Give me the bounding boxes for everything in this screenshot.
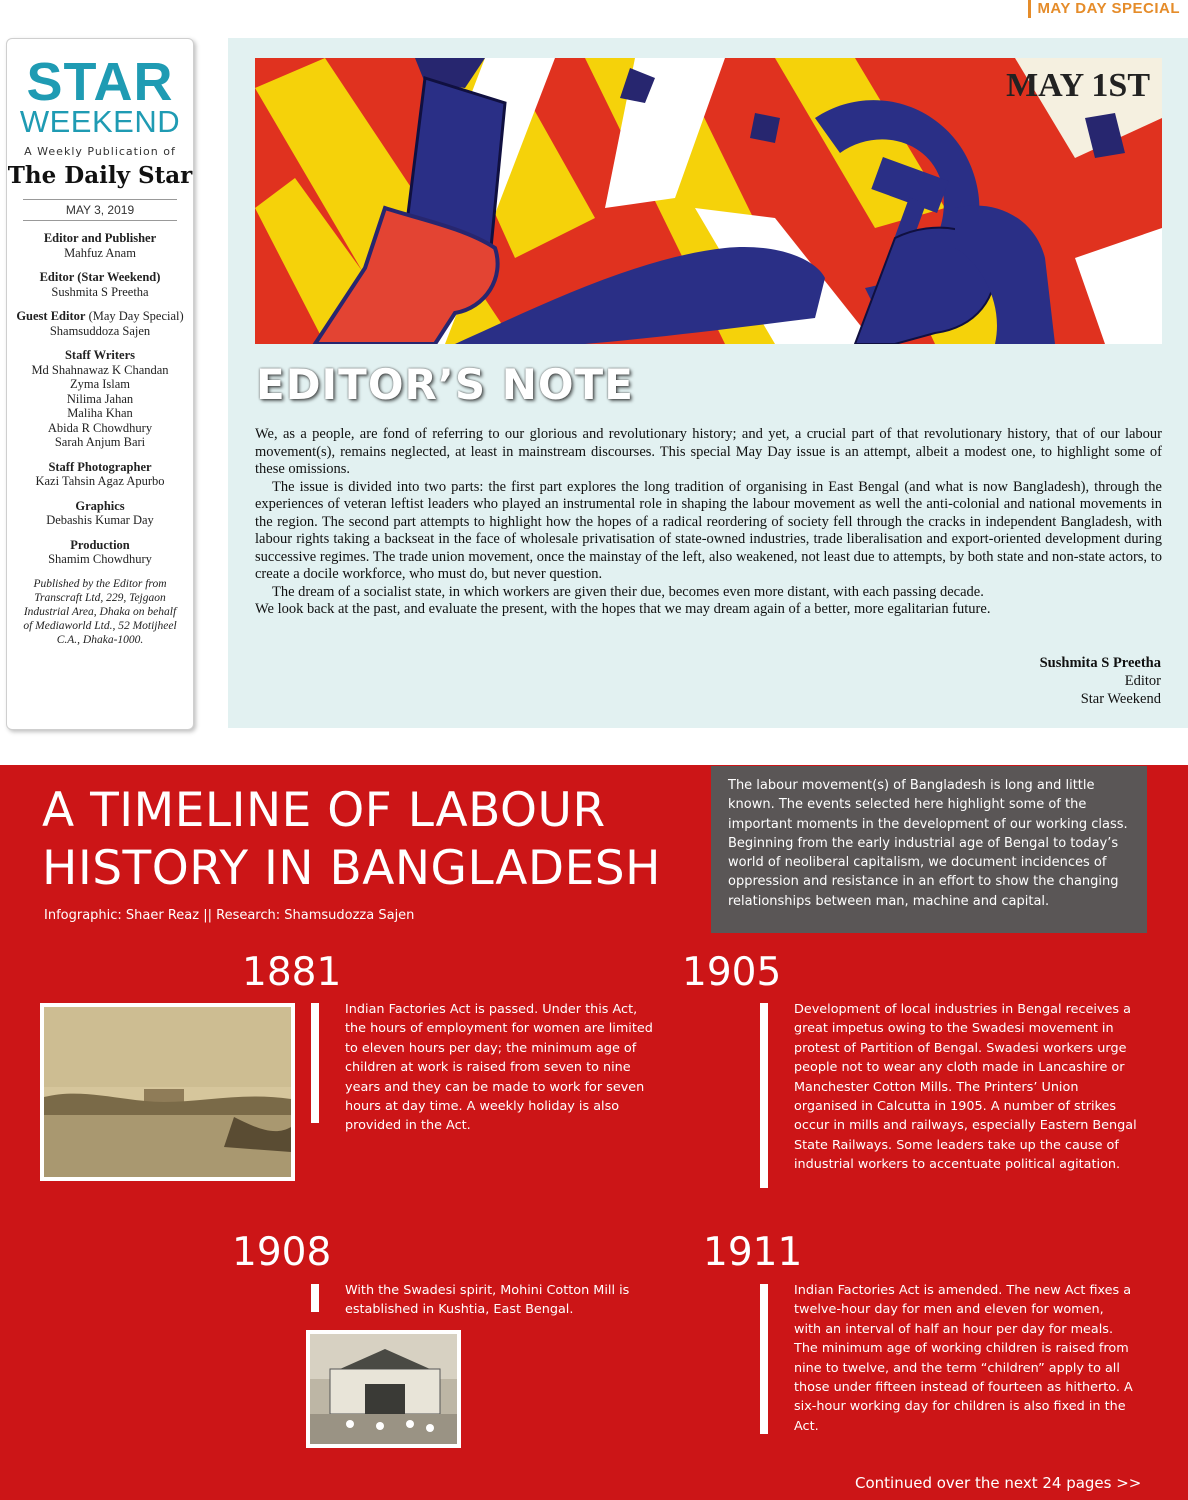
credit-name: Sushmita S Preetha: [51, 284, 149, 299]
timeline-text: Indian Factories Act is amended. The new Act fixes a twelve-hour day for men and eleven for women, with an interval of half an hour per day for meals. The minimum age of working children is raised from nine to twelve, and the term “children” apply to all those under fifteen instead of fourteen as hitherto. A six-hour working day for children is also fixed in the Act.: [794, 1283, 1133, 1434]
timeline-year: 1881: [242, 950, 342, 995]
credit-name: Shamim Chowdhury: [48, 552, 152, 566]
timeline-bar: [760, 1003, 768, 1188]
credit-role: Staff Photographer: [48, 459, 152, 474]
signature-org: Star Weekend: [1080, 691, 1161, 707]
timeline-intro: The labour movement(s) of Bangladesh is long and little known. The events selected here highlight some of the important moments in the development of our working class. Beginning from the early industrial age of Bengal to today’s world of neoliberal capitalism, we document incidences of oppression and resistance in an effort to show the changing relationships between man, machine and capital.: [711, 766, 1147, 933]
editor-paragraph: We look back at the past, and evaluate the present, with the hopes that we may dream again of a better, more egalitarian future.: [255, 601, 991, 617]
credit-block: [7, 348, 193, 450]
timeline-bar: [311, 1284, 319, 1312]
credit-name: Md Shahnawaz K Chandan: [31, 362, 169, 377]
timeline-bar: [311, 1003, 319, 1123]
credit-name: Abida R Chowdhury: [47, 420, 153, 435]
credit-block: [7, 538, 193, 567]
credit-block: [7, 309, 193, 338]
hero-stamp: MAY 1ST: [1006, 67, 1150, 104]
credit-block: [7, 460, 193, 489]
section-tag: MAY DAY SPECIAL: [1028, 0, 1180, 18]
credit-name: Sarah Anjum Bari: [54, 435, 146, 449]
river-photo: [44, 1007, 291, 1177]
brand-star: STAR: [26, 52, 174, 112]
editor-paragraph: The dream of a socialist state, in which workers are given their due, becomes even more distant, with each passing decade.: [272, 583, 984, 600]
editor-signature: [1040, 654, 1161, 708]
editor-note-heading: EDITOR’S NOTE: [256, 360, 634, 409]
masthead: [6, 38, 194, 730]
hammer-sickle-illustration: [255, 58, 1162, 344]
credit-block: [7, 231, 193, 260]
issue-date: MAY 3, 2019: [23, 199, 177, 221]
credit-name: Debashis Kumar Day: [46, 513, 154, 527]
credit-name: Maliha Khan: [67, 406, 133, 420]
timeline-year: 1911: [703, 1230, 803, 1275]
timeline-credit: Infographic: Shaer Reaz || Research: Shamsudozza Sajen: [44, 908, 415, 923]
editor-note-body: [255, 426, 1162, 619]
credits-list: [7, 231, 193, 567]
timeline-title: [42, 782, 661, 898]
photo-1881: [40, 1003, 295, 1181]
credit-role: Guest Editor (May Day Special): [16, 309, 184, 323]
credit-block: [7, 499, 193, 528]
credit-name: Nilima Jahan: [66, 391, 134, 406]
hero-illustration: [255, 58, 1162, 344]
timeline-text: Indian Factories Act is passed. Under this Act, the hours of employment for women are limited to eleven hours per day; the minimum age of children at work is raised from seven to nine years and they can be made to work for seven hours at day time. A weekly holiday is also provided in the Act.: [345, 1002, 653, 1134]
timeline-text: With the Swadesi spirit, Mohini Cotton Mill is established in Kushtia, East Bengal.: [345, 1283, 630, 1318]
credit-name: Mahfuz Anam: [64, 245, 136, 260]
editor-paragraph: We, as a people, are fond of referring to our glorious and revolutionary history; and yet, a crucial part of that revolutionary history, that of our labour movement(s), remains neglected, at least in mainstream discourses. This special May Day issue is an attempt, albeit a modest one, to highlight some of these omissions.: [255, 426, 1162, 477]
photo-1908: [306, 1330, 461, 1448]
timeline-bar: [760, 1284, 768, 1434]
signature-name: Sushmita S Preetha: [1039, 655, 1161, 671]
timeline-year: 1905: [682, 950, 782, 995]
mill-photo: [310, 1334, 457, 1444]
credit-role: Editor and Publisher: [43, 231, 157, 245]
credit-name: Zyma Islam: [69, 377, 131, 391]
credit-role: Editor (Star Weekend): [39, 270, 161, 284]
timeline-text: Development of local industries in Bengal receives a great impetus owing to the Swadesi movement in protest of Partition of Bengal. Swadesi workers urge people not to wear any cloth made in Lancashire or Manchester Cotton Mills. The Printers’ Union organised in Calcutta in 1905. A number of strikes occur in mills and railways, especially Eastern Bengal State Railways. Some leaders take up the cause of industrial workers to accentuate political agitation.: [794, 1002, 1137, 1173]
credit-role: Production: [70, 537, 130, 552]
credit-name: Kazi Tahsin Agaz Apurbo: [35, 474, 165, 488]
credit-role: Staff Writers: [64, 348, 135, 362]
credit-name: Shamsuddoza Sajen: [49, 323, 151, 338]
editor-paragraph: The issue is divided into two parts: the first part explores the long tradition of organising in East Bengal (and what is now Bangladesh), through the experiences of veteran leftist leaders who played an instrumental role in shaping the labour movement as well the anti-colonial and national movements in the region. The second part attempts to highlight how the hopes of a radical reordering of society fell through the cracks in independent Bangladesh, with labour rights taking a backseat in the face of wholesale privatisation of state-owned industries, trade liberalisation and export-oriented development during successive regimes. The trade union movement, once the mainstay of the left, also weakened, not least due to attempts, by both state and non-state actors, to create a docile workforce, who must do, but never question.: [255, 478, 1162, 582]
signature-title: Editor: [1124, 673, 1161, 689]
timeline-title-line: HISTORY IN BANGLADESH: [42, 841, 661, 896]
credit-role: Graphics: [75, 498, 125, 513]
brand-weekend: WEEKEND: [19, 104, 181, 139]
continued-link[interactable]: Continued over the next 24 pages >>: [855, 1474, 1142, 1492]
credit-block: [7, 270, 193, 299]
parent-publication: The Daily Star: [7, 162, 193, 189]
publisher-note: Published by the Editor from Transcraft Ltd, 229, Tejgaon Industrial Area, Dhaka on behalf of Mediaworld Ltd., 52 Motijheel C.A., Dhaka-1000.: [23, 577, 177, 646]
publication-subtitle: A Weekly Publication of: [24, 145, 176, 158]
timeline-year: 1908: [232, 1230, 332, 1275]
timeline-title-line: A TIMELINE OF LABOUR: [42, 783, 606, 838]
